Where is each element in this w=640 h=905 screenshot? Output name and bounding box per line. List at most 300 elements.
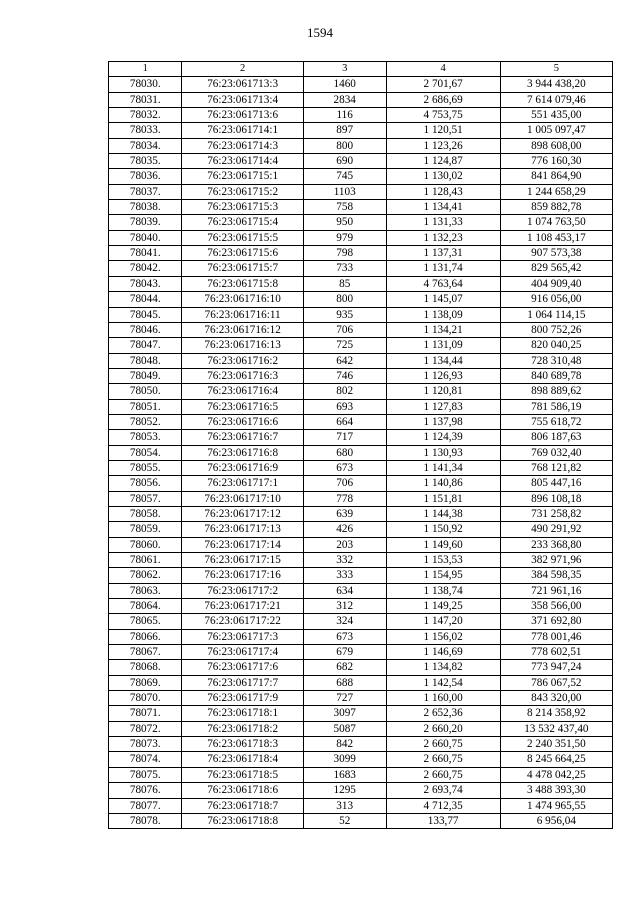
cadastral-number-cell: 76:23:061717:3 <box>182 629 303 644</box>
area-cell: 2834 <box>303 92 386 107</box>
table-row <box>109 307 613 322</box>
row-number-cell: 78047. <box>109 338 182 353</box>
area-cell: 680 <box>303 445 386 460</box>
cadastral-value-cell: 843 320,00 <box>500 691 612 706</box>
cadastral-number-cell: 76:23:061718:4 <box>182 752 303 767</box>
page-number: 1594 <box>307 25 333 40</box>
area-cell: 116 <box>303 108 386 123</box>
row-number-cell: 78034. <box>109 138 182 153</box>
table-row <box>109 261 613 276</box>
cadastral-number-cell: 76:23:061718:1 <box>182 706 303 721</box>
unit-value-cell: 1 131,33 <box>386 215 500 230</box>
cadastral-number-cell: 76:23:061718:5 <box>182 767 303 782</box>
area-cell: 746 <box>303 368 386 383</box>
area-cell: 800 <box>303 292 386 307</box>
column-header-4: 4 <box>386 62 500 77</box>
area-cell: 1683 <box>303 767 386 782</box>
cadastral-number-cell: 76:23:061717:10 <box>182 491 303 506</box>
unit-value-cell: 1 151,81 <box>386 491 500 506</box>
table-row <box>109 215 613 230</box>
unit-value-cell: 1 141,34 <box>386 460 500 475</box>
row-number-cell: 78063. <box>109 583 182 598</box>
cadastral-value-cell: 3 944 438,20 <box>500 77 612 92</box>
cadastral-number-cell: 76:23:061713:4 <box>182 92 303 107</box>
area-cell: 673 <box>303 460 386 475</box>
area-cell: 1103 <box>303 184 386 199</box>
cadastral-number-cell: 76:23:061717:2 <box>182 583 303 598</box>
area-cell: 800 <box>303 138 386 153</box>
cadastral-number-cell: 76:23:061716:12 <box>182 322 303 337</box>
cadastral-number-cell: 76:23:061717:21 <box>182 599 303 614</box>
cadastral-value-cell: 1 474 965,55 <box>500 798 612 813</box>
table-row <box>109 322 613 337</box>
area-cell: 664 <box>303 414 386 429</box>
unit-value-cell: 1 146,69 <box>386 645 500 660</box>
cadastral-number-cell: 76:23:061716:6 <box>182 414 303 429</box>
row-number-cell: 78078. <box>109 813 182 828</box>
row-number-cell: 78068. <box>109 660 182 675</box>
cadastral-number-cell: 76:23:061715:1 <box>182 169 303 184</box>
area-cell: 3099 <box>303 752 386 767</box>
area-cell: 1460 <box>303 77 386 92</box>
table-row <box>109 675 613 690</box>
cadastral-number-cell: 76:23:061714:3 <box>182 138 303 153</box>
column-header-2: 2 <box>182 62 303 77</box>
row-number-cell: 78046. <box>109 322 182 337</box>
area-cell: 333 <box>303 568 386 583</box>
cadastral-value-cell: 233 368,80 <box>500 537 612 552</box>
cadastral-value-cell: 731 258,82 <box>500 506 612 521</box>
cadastral-value-cell: 1 244 658,29 <box>500 184 612 199</box>
row-number-cell: 78066. <box>109 629 182 644</box>
unit-value-cell: 2 660,20 <box>386 721 500 736</box>
unit-value-cell: 2 686,69 <box>386 92 500 107</box>
cadastral-value-cell: 806 187,63 <box>500 430 612 445</box>
cadastral-number-cell: 76:23:061717:15 <box>182 553 303 568</box>
table-row <box>109 599 613 614</box>
area-cell: 312 <box>303 599 386 614</box>
table-row <box>109 614 613 629</box>
cadastral-number-cell: 76:23:061716:2 <box>182 353 303 368</box>
table-row <box>109 123 613 138</box>
cadastral-value-cell: 8 214 358,92 <box>500 706 612 721</box>
table-row <box>109 737 613 752</box>
cadastral-number-cell: 76:23:061715:3 <box>182 200 303 215</box>
area-cell: 798 <box>303 246 386 261</box>
unit-value-cell: 1 138,74 <box>386 583 500 598</box>
table-row <box>109 338 613 353</box>
cadastral-number-cell: 76:23:061715:5 <box>182 230 303 245</box>
unit-value-cell: 2 660,75 <box>386 737 500 752</box>
cadastral-number-cell: 76:23:061716:7 <box>182 430 303 445</box>
row-number-cell: 78054. <box>109 445 182 460</box>
cadastral-number-cell: 76:23:061713:6 <box>182 108 303 123</box>
row-number-cell: 78060. <box>109 537 182 552</box>
unit-value-cell: 1 147,20 <box>386 614 500 629</box>
area-cell: 679 <box>303 645 386 660</box>
table-row <box>109 368 613 383</box>
cadastral-number-cell: 76:23:061714:4 <box>182 154 303 169</box>
cadastral-value-cell: 898 889,62 <box>500 384 612 399</box>
table-row <box>109 460 613 475</box>
table-row <box>109 798 613 813</box>
row-number-cell: 78071. <box>109 706 182 721</box>
row-number-cell: 78062. <box>109 568 182 583</box>
cadastral-number-cell: 76:23:061716:11 <box>182 307 303 322</box>
table-row <box>109 200 613 215</box>
table-row <box>109 691 613 706</box>
cadastral-number-cell: 76:23:061717:4 <box>182 645 303 660</box>
table-row <box>109 568 613 583</box>
unit-value-cell: 1 153,53 <box>386 553 500 568</box>
area-cell: 733 <box>303 261 386 276</box>
table-row <box>109 660 613 675</box>
row-number-cell: 78037. <box>109 184 182 199</box>
unit-value-cell: 1 132,23 <box>386 230 500 245</box>
row-number-cell: 78075. <box>109 767 182 782</box>
column-header-1: 1 <box>109 62 182 77</box>
cadastral-value-cell: 728 310,48 <box>500 353 612 368</box>
unit-value-cell: 4 712,35 <box>386 798 500 813</box>
row-number-cell: 78040. <box>109 230 182 245</box>
cadastral-value-cell: 778 001,46 <box>500 629 612 644</box>
unit-value-cell: 1 149,60 <box>386 537 500 552</box>
unit-value-cell: 1 134,21 <box>386 322 500 337</box>
table-row <box>109 537 613 552</box>
table-row <box>109 522 613 537</box>
row-number-cell: 78048. <box>109 353 182 368</box>
table-row <box>109 752 613 767</box>
row-number-cell: 78030. <box>109 77 182 92</box>
cadastral-value-cell: 6 956,04 <box>500 813 612 828</box>
area-cell: 203 <box>303 537 386 552</box>
cadastral-number-cell: 76:23:061717:14 <box>182 537 303 552</box>
area-cell: 332 <box>303 553 386 568</box>
unit-value-cell: 1 127,83 <box>386 399 500 414</box>
unit-value-cell: 1 160,00 <box>386 691 500 706</box>
cadastral-number-cell: 76:23:061715:7 <box>182 261 303 276</box>
area-cell: 3097 <box>303 706 386 721</box>
table-row <box>109 445 613 460</box>
cadastral-value-cell: 1 005 097,47 <box>500 123 612 138</box>
row-number-cell: 78064. <box>109 599 182 614</box>
table-row <box>109 154 613 169</box>
unit-value-cell: 1 131,74 <box>386 261 500 276</box>
table-row <box>109 706 613 721</box>
row-number-cell: 78039. <box>109 215 182 230</box>
row-number-cell: 78033. <box>109 123 182 138</box>
cadastral-value-cell: 778 602,51 <box>500 645 612 660</box>
table-row <box>109 767 613 782</box>
unit-value-cell: 1 134,44 <box>386 353 500 368</box>
cadastral-value-cell: 769 032,40 <box>500 445 612 460</box>
cadastral-value-cell: 841 864,90 <box>500 169 612 184</box>
cadastral-number-cell: 76:23:061713:3 <box>182 77 303 92</box>
table-row <box>109 430 613 445</box>
unit-value-cell: 4 753,75 <box>386 108 500 123</box>
table-row <box>109 292 613 307</box>
area-cell: 324 <box>303 614 386 629</box>
table-row <box>109 629 613 644</box>
table-row <box>109 783 613 798</box>
unit-value-cell: 1 142,54 <box>386 675 500 690</box>
cadastral-number-cell: 76:23:061716:8 <box>182 445 303 460</box>
area-cell: 802 <box>303 384 386 399</box>
unit-value-cell: 1 124,87 <box>386 154 500 169</box>
unit-value-cell: 133,77 <box>386 813 500 828</box>
area-cell: 842 <box>303 737 386 752</box>
cadastral-value-cell: 13 532 437,40 <box>500 721 612 736</box>
unit-value-cell: 1 144,38 <box>386 506 500 521</box>
unit-value-cell: 1 130,93 <box>386 445 500 460</box>
cadastral-number-cell: 76:23:061716:4 <box>182 384 303 399</box>
row-number-cell: 78055. <box>109 460 182 475</box>
area-cell: 688 <box>303 675 386 690</box>
row-number-cell: 78041. <box>109 246 182 261</box>
area-cell: 717 <box>303 430 386 445</box>
cadastral-value-cell: 721 961,16 <box>500 583 612 598</box>
area-cell: 313 <box>303 798 386 813</box>
unit-value-cell: 1 140,86 <box>386 476 500 491</box>
row-number-cell: 78074. <box>109 752 182 767</box>
cadastral-number-cell: 76:23:061718:7 <box>182 798 303 813</box>
row-number-cell: 78045. <box>109 307 182 322</box>
area-cell: 1295 <box>303 783 386 798</box>
area-cell: 673 <box>303 629 386 644</box>
cadastral-value-cell: 8 245 664,25 <box>500 752 612 767</box>
unit-value-cell: 4 763,64 <box>386 276 500 291</box>
unit-value-cell: 1 154,95 <box>386 568 500 583</box>
cadastral-value-cell: 859 882,78 <box>500 200 612 215</box>
unit-value-cell: 2 660,75 <box>386 752 500 767</box>
area-cell: 897 <box>303 123 386 138</box>
area-cell: 642 <box>303 353 386 368</box>
row-number-cell: 78038. <box>109 200 182 215</box>
cadastral-value-cell: 907 573,38 <box>500 246 612 261</box>
cadastral-value-cell: 800 752,26 <box>500 322 612 337</box>
cadastral-number-cell: 76:23:061717:6 <box>182 660 303 675</box>
area-cell: 979 <box>303 230 386 245</box>
table-row <box>109 92 613 107</box>
row-number-cell: 78070. <box>109 691 182 706</box>
cadastral-value-cell: 1 064 114,15 <box>500 307 612 322</box>
row-number-cell: 78031. <box>109 92 182 107</box>
cadastral-number-cell: 76:23:061716:9 <box>182 460 303 475</box>
cadastral-value-table <box>108 61 613 829</box>
unit-value-cell: 1 149,25 <box>386 599 500 614</box>
area-cell: 639 <box>303 506 386 521</box>
area-cell: 85 <box>303 276 386 291</box>
cadastral-number-cell: 76:23:061716:13 <box>182 338 303 353</box>
cadastral-value-cell: 384 598,35 <box>500 568 612 583</box>
cadastral-value-cell: 781 586,19 <box>500 399 612 414</box>
unit-value-cell: 2 701,67 <box>386 77 500 92</box>
cadastral-number-cell: 76:23:061718:8 <box>182 813 303 828</box>
row-number-cell: 78052. <box>109 414 182 429</box>
table-header-row <box>109 62 613 77</box>
row-number-cell: 78065. <box>109 614 182 629</box>
area-cell: 758 <box>303 200 386 215</box>
cadastral-number-cell: 76:23:061715:8 <box>182 276 303 291</box>
area-cell: 725 <box>303 338 386 353</box>
row-number-cell: 78061. <box>109 553 182 568</box>
cadastral-number-cell: 76:23:061716:5 <box>182 399 303 414</box>
table-row <box>109 476 613 491</box>
unit-value-cell: 1 137,98 <box>386 414 500 429</box>
area-cell: 52 <box>303 813 386 828</box>
cadastral-number-cell: 76:23:061715:2 <box>182 184 303 199</box>
cadastral-value-cell: 1 074 763,50 <box>500 215 612 230</box>
row-number-cell: 78051. <box>109 399 182 414</box>
cadastral-value-cell: 358 566,00 <box>500 599 612 614</box>
table-row <box>109 553 613 568</box>
row-number-cell: 78044. <box>109 292 182 307</box>
row-number-cell: 78077. <box>109 798 182 813</box>
row-number-cell: 78067. <box>109 645 182 660</box>
cadastral-value-cell: 896 108,18 <box>500 491 612 506</box>
cadastral-number-cell: 76:23:061715:4 <box>182 215 303 230</box>
cadastral-number-cell: 76:23:061718:6 <box>182 783 303 798</box>
row-number-cell: 78043. <box>109 276 182 291</box>
cadastral-value-cell: 4 478 042,25 <box>500 767 612 782</box>
row-number-cell: 78056. <box>109 476 182 491</box>
area-cell: 778 <box>303 491 386 506</box>
row-number-cell: 78050. <box>109 384 182 399</box>
table-row <box>109 813 613 828</box>
row-number-cell: 78053. <box>109 430 182 445</box>
cadastral-value-cell: 382 971,96 <box>500 553 612 568</box>
unit-value-cell: 2 652,36 <box>386 706 500 721</box>
row-number-cell: 78072. <box>109 721 182 736</box>
cadastral-value-cell: 551 435,00 <box>500 108 612 123</box>
cadastral-value-cell: 2 240 351,50 <box>500 737 612 752</box>
cadastral-value-cell: 829 565,42 <box>500 261 612 276</box>
area-cell: 706 <box>303 476 386 491</box>
area-cell: 682 <box>303 660 386 675</box>
unit-value-cell: 1 156,02 <box>386 629 500 644</box>
cadastral-number-cell: 76:23:061718:3 <box>182 737 303 752</box>
cadastral-value-cell: 916 056,00 <box>500 292 612 307</box>
cadastral-value-cell: 755 618,72 <box>500 414 612 429</box>
row-number-cell: 78057. <box>109 491 182 506</box>
table-row <box>109 645 613 660</box>
unit-value-cell: 1 134,41 <box>386 200 500 215</box>
unit-value-cell: 1 123,26 <box>386 138 500 153</box>
row-number-cell: 78058. <box>109 506 182 521</box>
row-number-cell: 78076. <box>109 783 182 798</box>
table-row <box>109 276 613 291</box>
cadastral-value-cell: 805 447,16 <box>500 476 612 491</box>
unit-value-cell: 1 120,51 <box>386 123 500 138</box>
table-row <box>109 506 613 521</box>
cadastral-value-cell: 3 488 393,30 <box>500 783 612 798</box>
table-row <box>109 108 613 123</box>
cadastral-number-cell: 76:23:061717:13 <box>182 522 303 537</box>
row-number-cell: 78073. <box>109 737 182 752</box>
row-number-cell: 78042. <box>109 261 182 276</box>
unit-value-cell: 1 138,09 <box>386 307 500 322</box>
cadastral-number-cell: 76:23:061716:10 <box>182 292 303 307</box>
table-row <box>109 230 613 245</box>
cadastral-number-cell: 76:23:061717:16 <box>182 568 303 583</box>
cadastral-value-cell: 820 040,25 <box>500 338 612 353</box>
cadastral-value-cell: 786 067,52 <box>500 675 612 690</box>
cadastral-value-cell: 768 121,82 <box>500 460 612 475</box>
unit-value-cell: 1 128,43 <box>386 184 500 199</box>
cadastral-value-cell: 1 108 453,17 <box>500 230 612 245</box>
row-number-cell: 78035. <box>109 154 182 169</box>
table-row <box>109 491 613 506</box>
unit-value-cell: 1 126,93 <box>386 368 500 383</box>
cadastral-number-cell: 76:23:061717:22 <box>182 614 303 629</box>
cadastral-value-cell: 776 160,30 <box>500 154 612 169</box>
row-number-cell: 78032. <box>109 108 182 123</box>
cadastral-number-cell: 76:23:061717:1 <box>182 476 303 491</box>
cadastral-value-cell: 490 291,92 <box>500 522 612 537</box>
area-cell: 426 <box>303 522 386 537</box>
area-cell: 693 <box>303 399 386 414</box>
cadastral-value-cell: 7 614 079,46 <box>500 92 612 107</box>
cadastral-number-cell: 76:23:061717:12 <box>182 506 303 521</box>
cadastral-number-cell: 76:23:061714:1 <box>182 123 303 138</box>
table-row <box>109 399 613 414</box>
unit-value-cell: 2 660,75 <box>386 767 500 782</box>
row-number-cell: 78049. <box>109 368 182 383</box>
area-cell: 745 <box>303 169 386 184</box>
cadastral-number-cell: 76:23:061717:9 <box>182 691 303 706</box>
row-number-cell: 78069. <box>109 675 182 690</box>
cadastral-number-cell: 76:23:061715:6 <box>182 246 303 261</box>
cadastral-value-cell: 898 608,00 <box>500 138 612 153</box>
unit-value-cell: 1 134,82 <box>386 660 500 675</box>
row-number-cell: 78059. <box>109 522 182 537</box>
area-cell: 634 <box>303 583 386 598</box>
table-body <box>109 77 613 829</box>
column-header-3: 3 <box>303 62 386 77</box>
cadastral-value-cell: 404 909,40 <box>500 276 612 291</box>
table-row <box>109 583 613 598</box>
unit-value-cell: 1 137,31 <box>386 246 500 261</box>
table-row <box>109 138 613 153</box>
area-cell: 5087 <box>303 721 386 736</box>
cadastral-number-cell: 76:23:061716:3 <box>182 368 303 383</box>
area-cell: 935 <box>303 307 386 322</box>
table-row <box>109 384 613 399</box>
table-row <box>109 353 613 368</box>
cadastral-number-cell: 76:23:061717:7 <box>182 675 303 690</box>
area-cell: 727 <box>303 691 386 706</box>
unit-value-cell: 1 145,07 <box>386 292 500 307</box>
table-row <box>109 77 613 92</box>
unit-value-cell: 1 131,09 <box>386 338 500 353</box>
table-row <box>109 184 613 199</box>
row-number-cell: 78036. <box>109 169 182 184</box>
cadastral-value-cell: 371 692,80 <box>500 614 612 629</box>
unit-value-cell: 1 120,81 <box>386 384 500 399</box>
cadastral-value-cell: 773 947,24 <box>500 660 612 675</box>
cadastral-number-cell: 76:23:061718:2 <box>182 721 303 736</box>
table-row <box>109 414 613 429</box>
unit-value-cell: 1 130,02 <box>386 169 500 184</box>
table-row <box>109 246 613 261</box>
area-cell: 690 <box>303 154 386 169</box>
area-cell: 706 <box>303 322 386 337</box>
column-header-5: 5 <box>500 62 612 77</box>
cadastral-value-cell: 840 689,78 <box>500 368 612 383</box>
unit-value-cell: 1 124,39 <box>386 430 500 445</box>
unit-value-cell: 1 150,92 <box>386 522 500 537</box>
table-row <box>109 721 613 736</box>
